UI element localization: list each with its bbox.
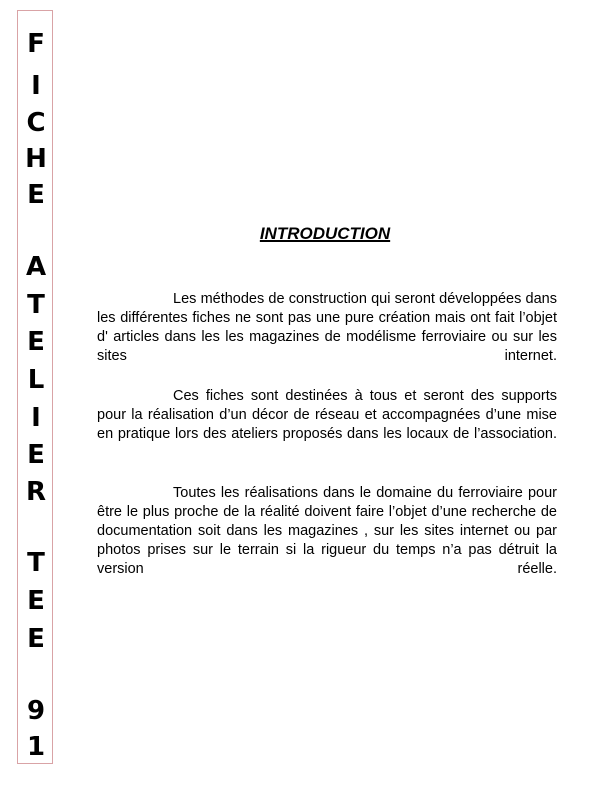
sidebar-vertical-title xyxy=(17,10,53,764)
sidebar-letter: E xyxy=(27,586,45,616)
sidebar-letter: A xyxy=(25,252,47,282)
sidebar-letter: R xyxy=(25,477,47,507)
sidebar-letter: I xyxy=(31,71,41,101)
sidebar-letter: H xyxy=(25,144,47,174)
sidebar-letter: T xyxy=(27,290,45,320)
sidebar-letter: L xyxy=(27,365,45,395)
sidebar-letter: E xyxy=(27,624,45,654)
sidebar-letter: E xyxy=(27,440,45,470)
page-title: INTRODUCTION xyxy=(259,224,391,243)
paragraph-2: Ces fiches sont destinées à tous et seront des supports pour la réalisation d’un décor de réseau et accompagnées d’une mise en pratique lors des ateliers proposés dans les locaux de l’association. xyxy=(97,388,557,442)
sidebar-letter: E xyxy=(27,327,45,357)
sidebar-letter: I xyxy=(31,403,41,433)
paragraph-3: Toutes les réalisations dans le domaine du ferroviaire pour être le plus proche de la réalité doivent faire l’objet d’une recherche de documentation soit dans les magazines , sur les sites internet ou par photos prises sur le terrain si la rigueur du temps n’a pas détruit la version réelle. xyxy=(97,485,557,577)
sidebar-letter: F xyxy=(27,29,45,59)
sidebar-letter: T xyxy=(27,548,45,578)
sidebar-letter: 1 xyxy=(26,732,46,762)
sidebar-letter: 9 xyxy=(26,696,46,726)
sidebar-letter: E xyxy=(27,180,45,210)
sidebar-letter: C xyxy=(26,108,46,138)
paragraph-1: Les méthodes de construction qui seront développées dans les différentes fiches ne sont pas une pure création mais ont fait l’objet d' articles dans les les magazines de modélisme ferroviaire ou sur les sites internet. xyxy=(97,291,557,364)
